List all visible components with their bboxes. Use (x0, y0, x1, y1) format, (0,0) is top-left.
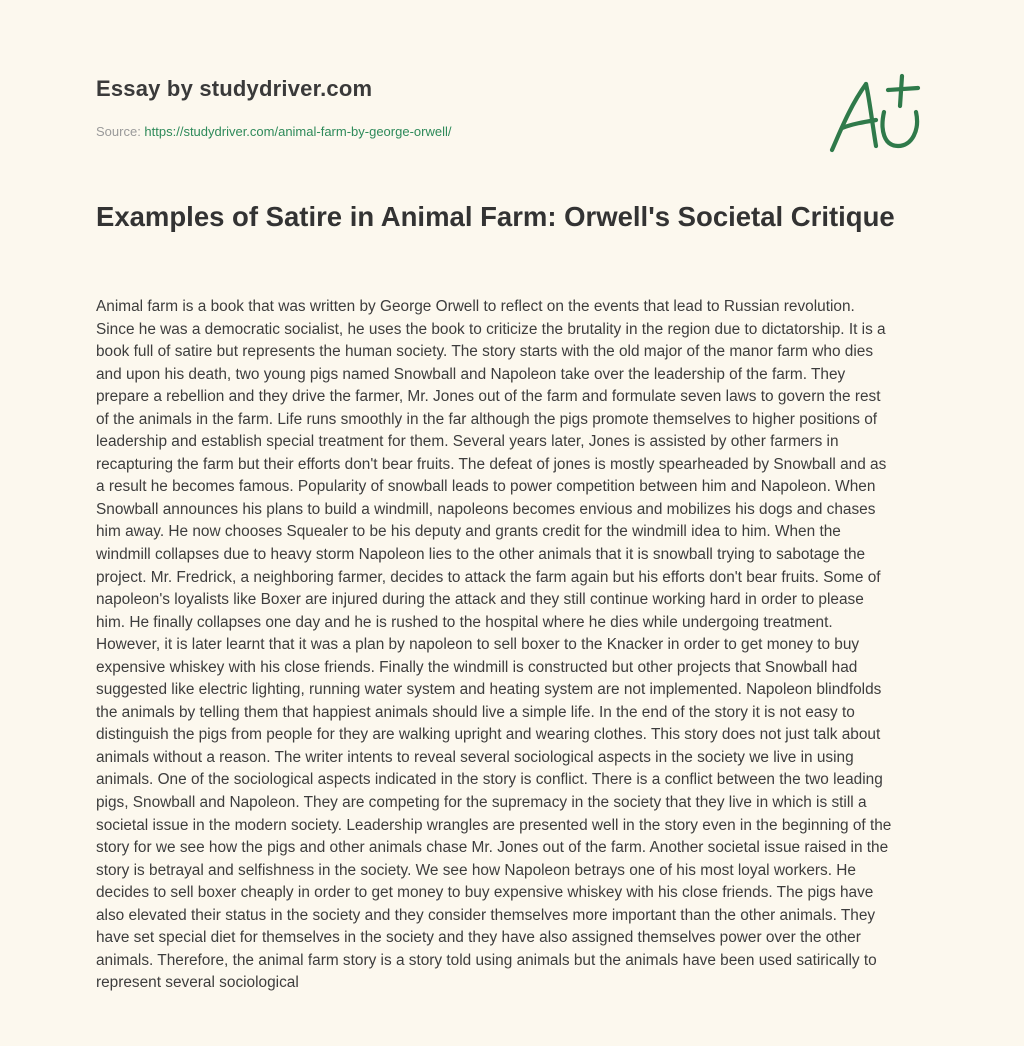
body-line: Snowball announces his plans to build a windmill, napoleons becomes envious and mobilizes his dogs and chases (96, 500, 876, 518)
body-line: of the animals in the farm. Life runs smoothly in the far although the pigs promote themselves to higher positions of (96, 410, 878, 428)
body-line: leadership and establish special treatment for them. Several years later, Jones is assisted by other farmers in (96, 433, 839, 451)
body-line: animals without a reason. The writer intents to reveal several sociological aspects in the society we live in using (96, 748, 854, 766)
body-line: him. He finally collapses one day and he is rushed to the hospital where he dies while undergoing treatment. (96, 613, 833, 631)
body-line: Since he was a democratic socialist, he uses the book to criticize the brutality in the region due to dictatorship. It is a (96, 320, 886, 338)
brand-title: Essay by studydriver.com (96, 76, 373, 101)
body-line: distinguish the pigs from people for they are walking upright and wearing clothes. This story does not just talk about (96, 726, 881, 744)
body-line: prepare a rebellion and they drive the farmer, Mr. Jones out of the farm and formulate seven laws to govern the rest (96, 388, 881, 406)
source-line (96, 124, 451, 140)
body-line: project. Mr. Fredrick, a neighboring farmer, decides to attack the farm again but his efforts don't bear fruits. Some of (96, 568, 881, 586)
body-line: expensive whiskey with his close friends. Finally the windmill is constructed but other projects that Snowball had (96, 658, 858, 676)
site-header (96, 76, 372, 102)
body-line: him away. He now chooses Squealer to be his deputy and grants credit for the windmill idea to him. When the (96, 523, 841, 541)
body-line: represent several sociological (96, 974, 299, 992)
body-line: pigs, Snowball and Napoleon. They are competing for the supremacy in the society that they live in which is still a (96, 794, 867, 812)
body-line: windmill collapses due to heavy storm Napoleon lies to the other animals that it is snowball trying to sabotage the (96, 546, 866, 564)
body-line: recapturing the farm but their efforts don't bear fruits. The defeat of jones is mostly spearheaded by Snowball and as (96, 455, 887, 473)
body-line: and upon his death, two young pigs named Snowball and Napoleon take over the leadership of the farm. They (96, 365, 846, 383)
source-label: Source: (96, 124, 145, 139)
body-line: the animals by telling them that happiest animals should live a simple life. In the end of the story it is not easy to (96, 703, 855, 721)
body-line: decides to sell boxer cheaply in order to get money to buy expensive whiskey with his close friends. The pigs have (96, 884, 874, 902)
body-line: story for we see how the pigs and other animals chase Mr. Jones out of the farm. Another societal issue raised in the (96, 839, 889, 857)
body-line: suggested like electric lighting, running water system and heating system are not implemented. Napoleon blindfolds (96, 681, 882, 699)
body-line: animals. Therefore, the animal farm story is a story told using animals but the animals have been used satirically to (96, 951, 877, 969)
body-line: animals. One of the sociological aspects indicated in the story is conflict. There is a conflict between the two leading (96, 771, 883, 789)
body-line: a result he becomes famous. Popularity of snowball leads to power competition between him and Napoleon. When (96, 478, 876, 496)
body-line: Animal farm is a book that was written by George Orwell to reflect on the events that lead to Russian revolution. (96, 298, 855, 315)
body-line: However, it is later learnt that it was a plan by napoleon to sell boxer to the Knacker in order to get money to buy (96, 636, 860, 654)
page-title: Examples of Satire in Animal Farm: Orwell's Societal Critique (96, 201, 895, 232)
a-plus-logo-icon (826, 72, 930, 160)
body-line: napoleon's loyalists like Boxer are injured during the attack and they still continue working hard in order to please (96, 591, 864, 609)
source-link[interactable]: https://studydriver.com/animal-farm-by-george-orwell/ (144, 124, 452, 139)
article-body (96, 296, 928, 995)
body-line: story is betrayal and selfishness in the society. We see how Napoleon betrays one of his most loyal workers. He (96, 861, 856, 879)
body-line: societal issue in the modern society. Leadership wrangles are presented well in the story even in the beginning of the (96, 816, 892, 834)
body-line: book full of satire but represents the human society. The story starts with the old major of the manor farm who dies (96, 343, 874, 361)
body-line: have set special diet for themselves in the society and they have also assigned themselves power over the other (96, 929, 861, 947)
body-line: also elevated their status in the society and they consider themselves more important than the other animals. They (96, 906, 876, 924)
